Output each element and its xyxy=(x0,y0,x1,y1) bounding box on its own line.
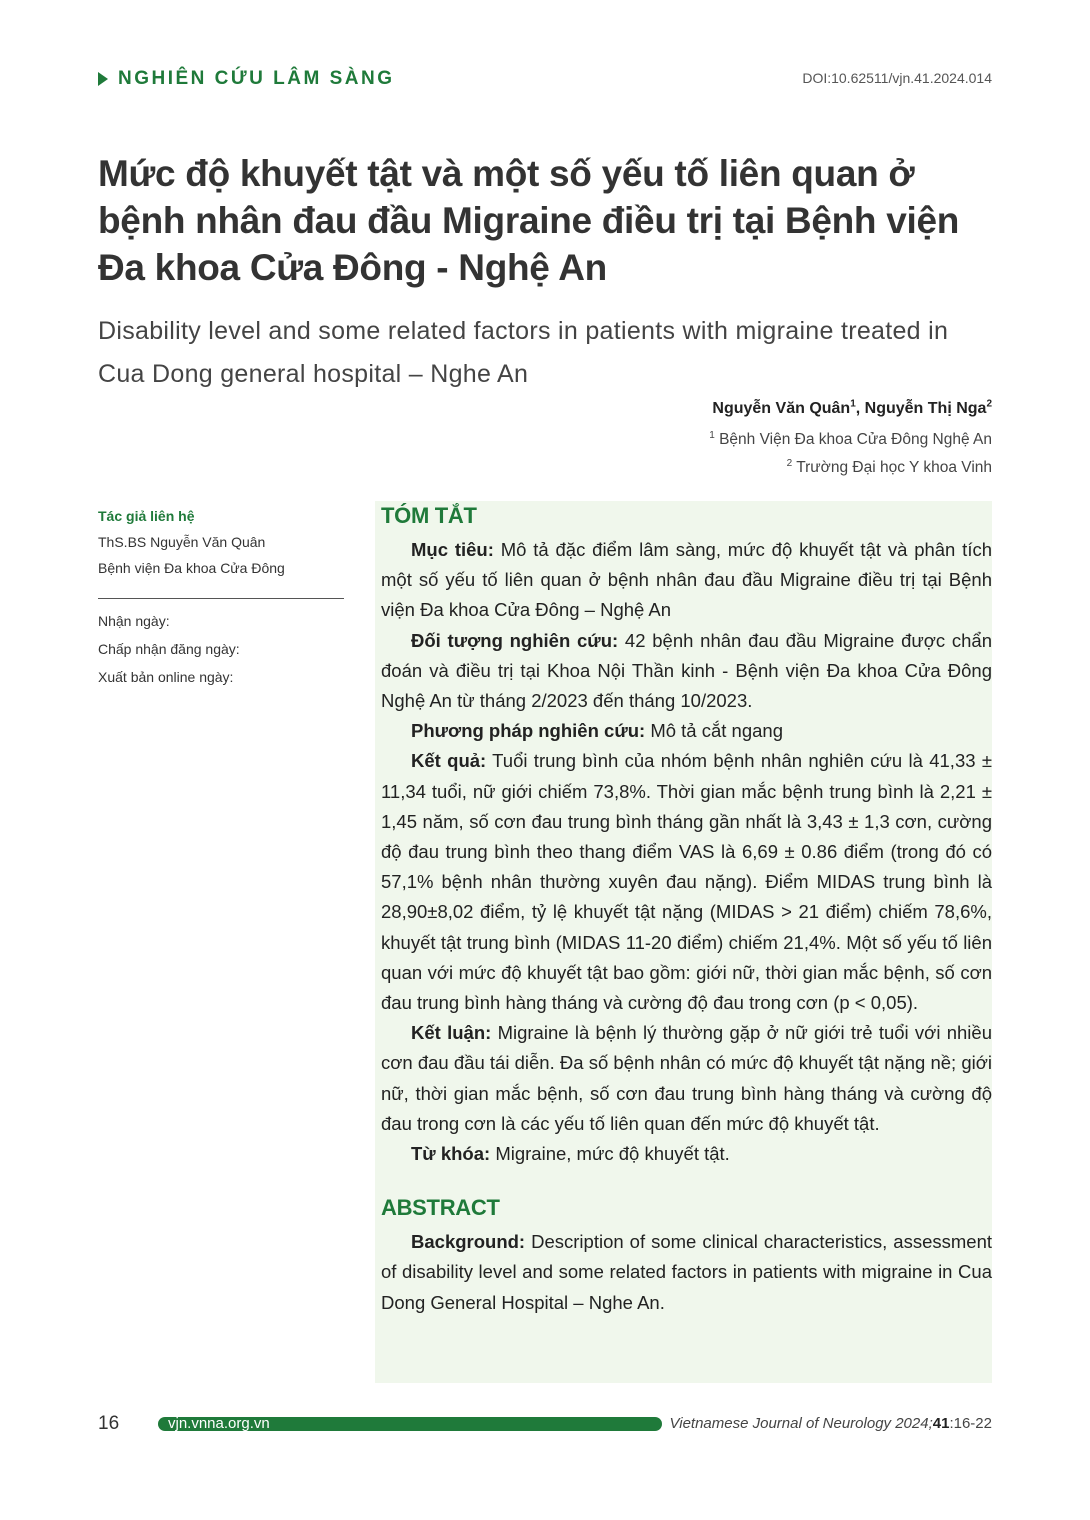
conclusion-paragraph xyxy=(381,1018,992,1139)
page-header xyxy=(98,68,992,94)
affiliation-text: Trường Đại học Y khoa Vinh xyxy=(796,459,992,476)
page-number: 16 xyxy=(98,1413,120,1434)
abstract-panel xyxy=(375,501,992,1383)
background-paragraph xyxy=(381,1227,992,1318)
contact-heading: Tác giả liên hệ xyxy=(98,508,195,524)
doi: DOI:10.62511/vjn.41.2024.014 xyxy=(802,70,992,86)
section-tag xyxy=(98,68,394,90)
abstract-vi-heading: TÓM TẮT xyxy=(381,503,477,528)
title-english: Disability level and some related factors in patients with migraine treated in Cua Dong general hospital – Nghe An xyxy=(98,317,949,388)
results-label: Kết quả: xyxy=(411,750,487,772)
methods-text: Mô tả cắt ngang xyxy=(645,720,783,742)
objective-paragraph xyxy=(381,535,992,626)
objective-label: Mục tiêu: xyxy=(411,539,494,560)
section-label: NGHIÊN CỨU LÂM SÀNG xyxy=(118,68,395,89)
subjects-label: Đối tượng nghiên cứu: xyxy=(411,629,619,651)
page-footer xyxy=(98,1413,992,1435)
author-name: Nguyễn Thị Nga xyxy=(864,400,987,417)
abstract-en-heading: ABSTRACT xyxy=(381,1195,500,1221)
methods-paragraph xyxy=(381,716,992,746)
affiliation xyxy=(709,431,992,449)
affiliation-marker: 2 xyxy=(786,457,793,469)
published-date: Xuất bản online ngày: xyxy=(98,669,234,685)
affiliation-marker: 2 xyxy=(986,398,992,410)
footer-bar xyxy=(158,1417,662,1431)
author-name: Nguyễn Văn Quân xyxy=(712,400,851,417)
affiliation-marker: 1 xyxy=(709,429,715,441)
affiliation-marker: 1 xyxy=(850,398,856,410)
author-separator: , xyxy=(855,400,865,417)
contact-org: Bệnh viện Đa khoa Cửa Đông xyxy=(98,560,285,576)
play-arrow-icon xyxy=(98,72,108,86)
title-vietnamese: Mức độ khuyết tật và một số yếu tố liên quan ở bệnh nhân đau đầu Migraine điều trị tại Bệnh viện Đa khoa Cửa Đông - Nghệ An xyxy=(98,153,960,288)
conclusion-label: Kết luận: xyxy=(411,1022,492,1044)
received-date: Nhận ngày: xyxy=(98,613,170,629)
journal-url[interactable]: vjn.vnna.org.vn xyxy=(168,1415,270,1432)
keywords-label: Từ khóa: xyxy=(411,1143,491,1165)
journal-citation xyxy=(670,1415,992,1432)
conclusion-text: Migraine là bệnh lý thường gặp ở nữ giới trẻ tuổi với nhiều cơn đau đầu tái diễn. Đa số bệnh nhân có mức độ khuyết tật nặng nề; giới nữ, thời gian mắc bệnh, số cơn đau trung bình hàng tháng và cường độ đau trong cơn là các yếu tố liên quan đến mức độ khuyết tật. xyxy=(381,1022,992,1134)
subjects-text: 42 bệnh nhân đau đầu Migraine được chẩn đoán và điều trị tại Khoa Nội Thần kinh - Bệnh viện Đa khoa Cửa Đông Nghệ An từ tháng 2/2023 đến tháng 10/2023. xyxy=(381,629,992,712)
results-text: Tuổi trung bình của nhóm bệnh nhân nghiên cứu là 41,33 ± 11,34 tuổi, nữ giới chiếm 73,8%. Thời gian mắc bệnh trung bình là 2,21 ± 1,45 năm, số cơn đau trung bình tháng gần nhất là 3,43 ± 1,3 cơn, cường độ đau trung bình theo thang điểm VAS là 6,69 ± 0.86 điểm (trong đó có 57,1% bệnh nhân thường xuyên đau nặng). Điểm MIDAS trung bình là 28,90±8,02 điểm, tỷ lệ khuyết tật nặng (MIDAS > 21 điểm) chiếm 78,6%, khuyết tật trung bình (MIDAS 11-20 điểm) chiếm 21,4%. Một số yếu tố liên quan với mức độ khuyết tật bao gồm: giới nữ, thời gian mắc bệnh, số cơn đau trung bình hàng tháng và cường độ đau trong cơn (p < 0,05). xyxy=(381,750,992,1014)
accepted-date: Chấp nhận đăng ngày: xyxy=(98,641,240,657)
keywords-text: Migraine, mức độ khuyết tật. xyxy=(490,1143,730,1165)
affiliation xyxy=(787,459,992,477)
journal-name: Vietnamese Journal of Neurology xyxy=(669,1415,896,1432)
divider xyxy=(98,598,344,599)
journal-year: 2024; xyxy=(895,1415,933,1432)
background-text: Description of some clinical characteristics, assessment of disability level and some related factors in patients with migraine in Cua Dong General Hospital – Nghe An. xyxy=(381,1231,992,1313)
subjects-paragraph xyxy=(381,626,992,717)
contact-name: ThS.BS Nguyễn Văn Quân xyxy=(98,534,266,550)
objective-text: Mô tả đặc điểm lâm sàng, mức độ khuyết tật và phân tích một số yếu tố liên quan ở bệnh nhân đau đầu Migraine điều trị tại Bệnh viện Đa khoa Cửa Đông – Nghệ An xyxy=(381,539,992,621)
authors xyxy=(712,400,992,418)
background-label: Background: xyxy=(411,1231,526,1253)
affiliation-text: Bệnh Viện Đa khoa Cửa Đông Nghệ An xyxy=(719,431,992,448)
sidebar xyxy=(98,508,344,697)
results-paragraph xyxy=(381,746,992,1018)
methods-label: Phương pháp nghiên cứu: xyxy=(411,720,646,742)
journal-volume: 41 xyxy=(932,1415,950,1432)
keywords-paragraph xyxy=(381,1139,992,1169)
journal-pages: :16-22 xyxy=(949,1415,992,1432)
